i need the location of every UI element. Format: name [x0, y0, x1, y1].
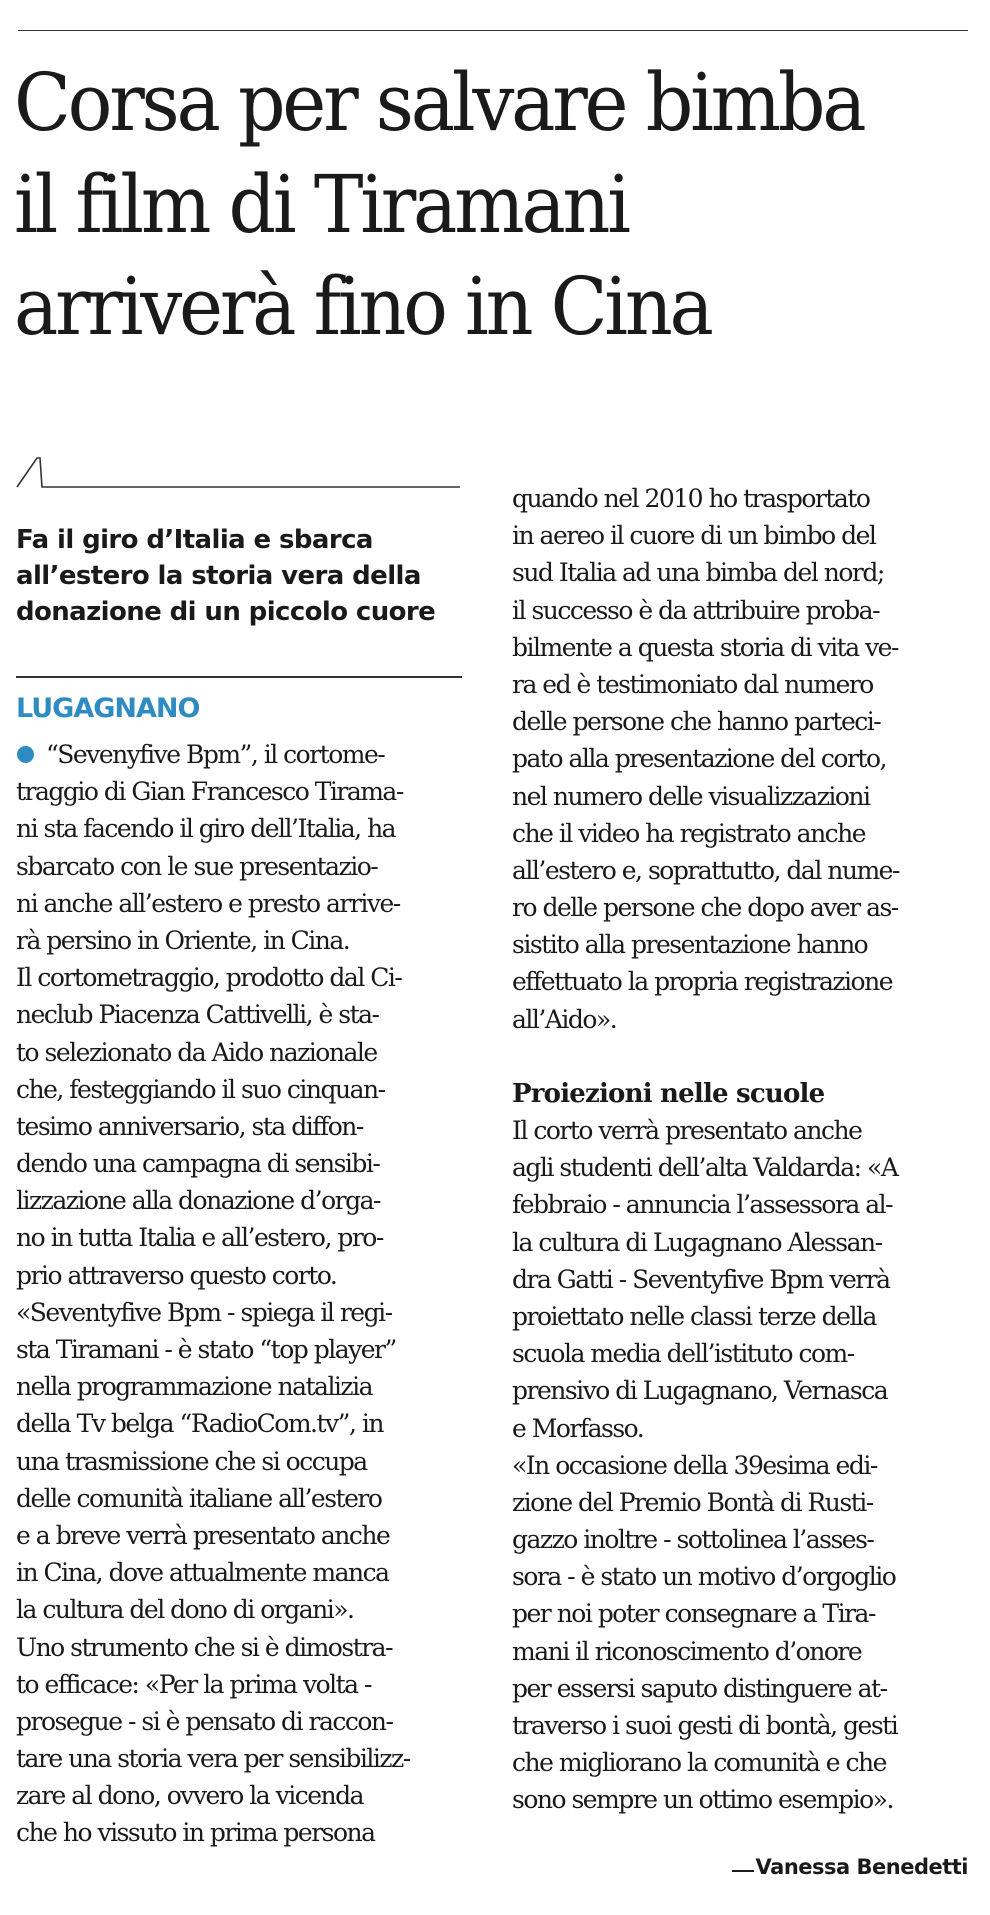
- text-line: «In occasione della 39esima edi-: [512, 1450, 877, 1480]
- text-line: all’estero e, soprattutto, dal nume-: [512, 855, 899, 885]
- text-line: e a breve verrà presentato anche: [16, 1520, 390, 1550]
- text-line: Il cortometraggio, prodotto dal Ci-: [16, 963, 402, 993]
- text-line: ni sta facendo il giro dell’Italia, ha: [16, 814, 396, 844]
- text-line: e Morfasso.: [512, 1413, 644, 1443]
- text-line: prio attraverso questo corto.: [16, 1260, 337, 1290]
- text-line: gazzo inoltre - sottolinea l’asses-: [512, 1525, 874, 1555]
- text-line: agli studenti dell’alta Valdarda: «A: [512, 1153, 898, 1183]
- text-line: rà persino in Oriente, in Cina.: [16, 925, 350, 955]
- top-rule: [18, 30, 968, 31]
- text-line: delle comunità italiane all’estero: [16, 1483, 382, 1513]
- text-line: la cultura di Lugagnano Alessan-: [512, 1227, 882, 1257]
- text-line: zare al dono, ovvero la vicenda: [16, 1781, 364, 1811]
- text-line: “Sevenyfive Bpm”, il cortome-: [46, 740, 385, 769]
- dateline: LUGAGNANO: [16, 693, 200, 724]
- text-line: sistito alla presentazione hanno: [512, 930, 868, 960]
- text-line: sta Tiramani - è stato “top player”: [16, 1335, 396, 1364]
- text-line: che, festeggiando il suo cinquan-: [16, 1074, 385, 1104]
- text-line: pato alla presentazione del corto,: [512, 744, 886, 774]
- text-line: to efficace: «Per la prima volta -: [16, 1669, 371, 1699]
- text-line: proiettato nelle classi terze della: [512, 1301, 876, 1331]
- section-divider-mark: [15, 454, 460, 490]
- text-line: to selezionato da Aido nazionale: [16, 1037, 377, 1067]
- text-line: nella programmazione natalizia: [16, 1372, 373, 1402]
- body-column-right-bottom: [512, 1112, 974, 1819]
- text-line: ra ed è testimoniato dal numero: [512, 669, 873, 699]
- article-kicker: [16, 522, 466, 630]
- headline-line: il film di Tiramani: [14, 158, 628, 251]
- text-line: sora - è stato un motivo d’orgoglio: [512, 1562, 896, 1592]
- text-line: sbarcato con le sue presentazio-: [16, 851, 378, 881]
- text-line: effettuato la propria registrazione: [512, 967, 892, 997]
- body-column-left: [16, 736, 466, 1852]
- text-line: ni anche all’estero e presto arrive-: [16, 888, 400, 918]
- text-line: febbraio - annuncia l’assessora al-: [512, 1190, 893, 1220]
- text-line: sud Italia ad una bimba del nord;: [512, 558, 884, 588]
- text-line: «Seventyfive Bpm - spiega il regi-: [16, 1297, 392, 1327]
- text-line: dendo una campagna di sensibi-: [16, 1149, 380, 1179]
- text-line: tesimo anniversario, sta diffon-: [16, 1111, 363, 1141]
- text-line: una trasmissione che si occupa: [16, 1446, 367, 1476]
- text-line: traverso i suoi gesti di bontà, gesti: [512, 1711, 898, 1740]
- headline: [14, 52, 907, 358]
- text-line: in Cina, dove attualmente manca: [16, 1558, 389, 1588]
- text-line: zione del Premio Bontà di Rusti-: [512, 1487, 873, 1517]
- section-subhead: Proiezioni nelle scuole: [512, 1079, 825, 1109]
- text-line: dra Gatti - Seventyfive Bpm verrà: [512, 1264, 890, 1294]
- byline: [732, 1853, 968, 1881]
- text-line: che il video ha registrato anche: [512, 818, 866, 848]
- kicker-line: Fa il giro d’Italia e sbarca: [16, 525, 373, 555]
- text-line: in aereo il cuore di un bimbo del: [512, 521, 876, 551]
- text-line: che migliorano la comunità e che: [512, 1748, 886, 1778]
- text-line: per noi poter consegnare a Tira-: [512, 1599, 875, 1629]
- byline-author: Vanessa Benedetti: [755, 1855, 968, 1879]
- kicker-line: all’estero la storia vera della: [16, 561, 421, 591]
- headline-line: Corsa per salvare bimba: [14, 56, 864, 149]
- text-line: prosegue - si è pensato di raccon-: [16, 1706, 393, 1736]
- text-line: per essersi saputo distinguere at-: [512, 1673, 887, 1703]
- text-line: traggio di Gian Francesco Tirama-: [16, 777, 403, 807]
- text-line: sono sempre un ottimo esempio».: [512, 1785, 893, 1815]
- text-line: ro delle persone che dopo aver as-: [512, 893, 898, 923]
- text-line: delle persone che hanno parteci-: [512, 707, 881, 737]
- text-line: tare una storia vera per sensibilizz-: [16, 1744, 410, 1774]
- byline-dash: [732, 1870, 754, 1872]
- text-line: quando nel 2010 ho trasportato: [512, 484, 870, 513]
- text-line: il successo è da attribuire proba-: [512, 595, 880, 625]
- text-line: scuola media dell’istituto com-: [512, 1339, 854, 1369]
- text-line: all’Aido».: [512, 1004, 617, 1034]
- text-line: prensivo di Lugagnano, Vernasca: [512, 1376, 888, 1406]
- text-line: nel numero delle visualizzazioni: [512, 781, 870, 811]
- text-line: Uno strumento che si è dimostra-: [16, 1632, 393, 1662]
- text-line: la cultura del dono di organi».: [16, 1595, 354, 1625]
- text-line: bilmente a questa storia di vita ve-: [512, 632, 898, 662]
- kicker-line: donazione di un piccolo cuore: [16, 597, 436, 627]
- text-line: Il corto verrà presentato anche: [512, 1116, 862, 1145]
- text-line: neclub Piacenza Cattivelli, è sta-: [16, 1000, 379, 1030]
- text-line: lizzazione alla donazione d’orga-: [16, 1186, 380, 1216]
- text-line: mani il riconoscimento d’onore: [512, 1636, 862, 1666]
- text-line: della Tv belga “RadioCom.tv”, in: [16, 1409, 383, 1439]
- text-line: che ho vissuto in prima persona: [16, 1818, 375, 1848]
- kicker-rule: [16, 676, 462, 678]
- body-column-right-top: [512, 480, 974, 1038]
- headline-line: arriverà fino in Cina: [14, 260, 711, 353]
- text-line: no in tutta Italia e all’estero, pro-: [16, 1223, 383, 1253]
